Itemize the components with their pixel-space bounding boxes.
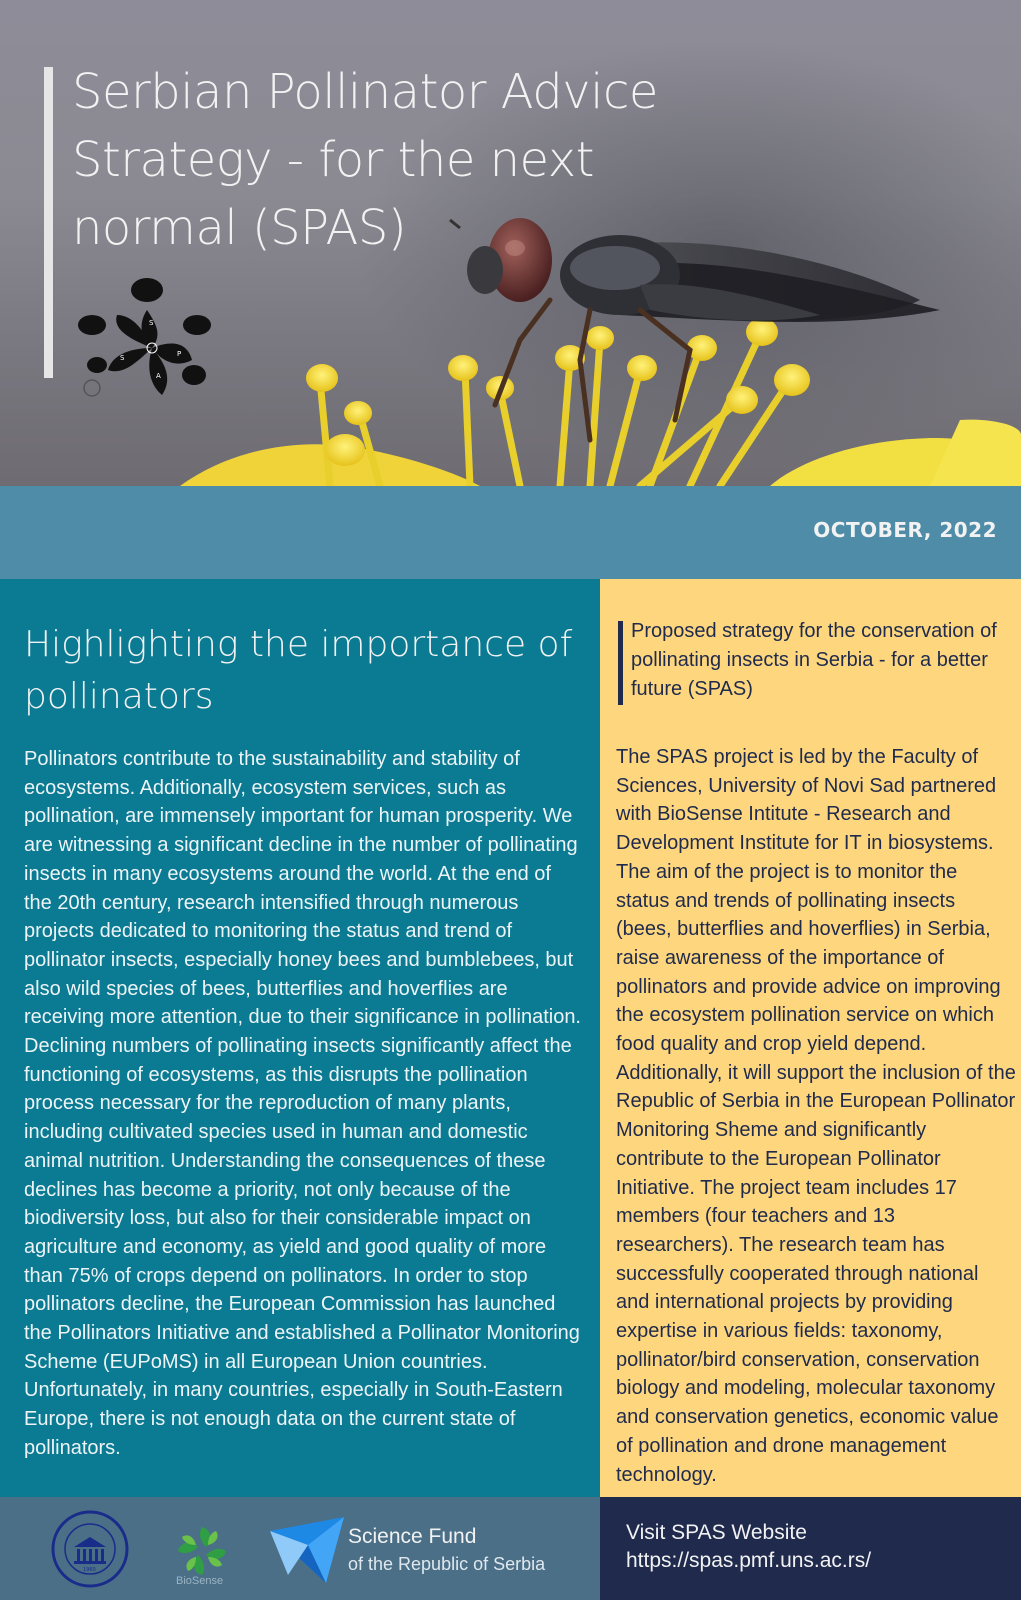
title-line-3: normal (SPAS) xyxy=(72,200,407,256)
website-link[interactable]: https://spas.pmf.uns.ac.rs/ xyxy=(626,1549,872,1572)
partner-logos-footer xyxy=(0,1497,600,1600)
sidebar-column xyxy=(600,579,1021,1497)
biosense-label: BioSense xyxy=(176,1575,224,1587)
logo-letter-s2: S xyxy=(120,354,125,362)
page-title xyxy=(72,58,672,262)
title-line-2: Strategy - for the next xyxy=(72,132,594,188)
logo-letter-a: A xyxy=(156,372,161,380)
intro-paragraph: Pollinators contribute to the sustainability and stability of ecosystems. Additionally, ecosystem services, such as pollination, are immensely important for human prosperity. We are witnessing a significant decline in the number of pollinating insects in many ecosystems around the world. At the end of the 20th century, research intensified through numerous projects dedicated to monitoring the status and trend of pollinator insects, especially honey bees and bumblebees, but also wild species of bees, butterflies and hoverflies are receiving more attention, due to their significance in pollination. Declining numbers of pollinating insects significantly affect the functioning of ecosystems, as this disrupts the pollination process necessary for the reproduction of many plants, including cultivated species used in human and domestic animal nutrition. Understanding the consequences of these declines has become a priority, not only because of the biodiversity loss, but also for their considerable impact on agriculture and economy, as yield and good quality of more than 75% of crops depend on pollinators. In order to stop pollinators decline, the European Commission has launched the Pollinators Initiative and established a Pollinator Monitoring Scheme (EUPoMS) in all European Union countries. Unfortunately, in many countries, especially in South-Eastern Europe, there is not enough data on the current state of pollinators. xyxy=(24,748,581,1459)
title-accent-bar xyxy=(44,67,53,378)
pull-quote: Proposed strategy for the conservation of pollinating insects in Serbia - for a better future (SPAS) xyxy=(631,620,997,700)
title-line-1: Serbian Pollinator Advice xyxy=(72,64,658,120)
hero-banner xyxy=(0,0,1021,486)
quote-accent-bar xyxy=(618,621,623,705)
logo-letter-s1: S xyxy=(149,319,154,327)
website-footer xyxy=(600,1497,1021,1600)
section-heading: Highlighting the importance of pollinators xyxy=(24,624,573,717)
pmf-year: 1960 xyxy=(83,1567,96,1573)
logo-letter-p: P xyxy=(177,350,182,358)
science-fund-subtitle: of the Republic of Serbia xyxy=(348,1554,546,1574)
visit-website-label: Visit SPAS Website xyxy=(626,1521,807,1544)
pmf-seal-icon xyxy=(50,1509,130,1589)
date-band xyxy=(0,486,1021,579)
science-fund-logo-icon xyxy=(268,1515,346,1585)
project-description: The SPAS project is led by the Faculty of Sciences, University of Novi Sad partnered with BioSense Intitute - Research and Development Institute for IT in biosystems. The aim of the project is to monitor the status and trends of pollinating insects (bees, butterflies and hoverflies) in Serbia, raise awareness of the importance of pollinators and provide advice on improving the ecosystem pollination service on which food quality and crop yield depend. Additionally, it will support the inclusion of the Republic of Serbia in the European Pollinator Monitoring Sheme and significantly contribute to the European Pollinator Initiative. The project team includes 17 members (four teachers and 13 researchers). The research team has successfully cooperated through national and international projects by providing expertise in various fields: taxonomy, pollinator/bird conservation, conservation biology and modeling, molecular taxonomy and conservation genetics, economic value of pollination and drone management technology. xyxy=(616,746,1016,1486)
spas-logo-icon xyxy=(72,270,222,410)
science-fund-name: Science Fund xyxy=(348,1525,477,1548)
main-column xyxy=(0,579,600,1497)
publication-date: OCTOBER, 2022 xyxy=(813,518,997,542)
